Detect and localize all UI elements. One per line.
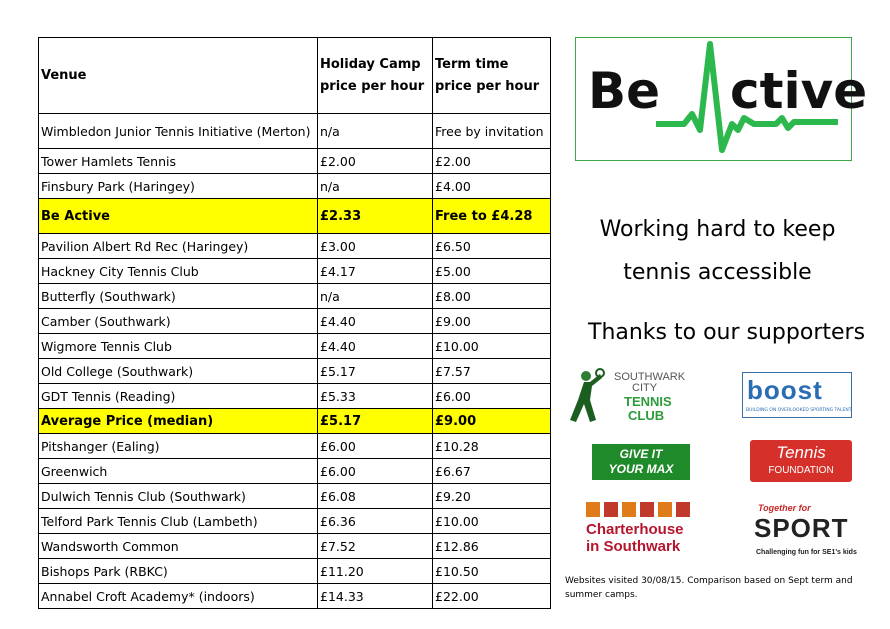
be-active-logo [575,37,868,161]
cell-term: £2.00 [433,149,551,174]
cell-holiday: £11.20 [318,559,433,584]
table-row [39,334,551,359]
cell-venue: Wimbledon Junior Tennis Initiative (Merton) [39,114,318,149]
header-holiday-price: Holiday Camp price per hour [318,38,433,114]
cell-term: £10.50 [433,559,551,584]
cell-venue: Wandsworth Common [39,534,318,559]
cell-term: £6.67 [433,459,551,484]
be-active-logo-graphic [576,38,868,160]
southwark-line2: CITY [632,382,658,394]
table-row [39,234,551,259]
charterhouse-figures-icon [584,502,696,518]
table-row [39,284,551,309]
cell-term: £4.00 [433,174,551,199]
together-line2: SPORT [754,513,849,543]
table-row [39,509,551,534]
table-row [39,199,551,234]
cell-holiday: £6.00 [318,459,433,484]
give-it-your-max-logo [592,444,690,480]
cell-venue: Telford Park Tennis Club (Lambeth) [39,509,318,534]
tennis-foundation-line2: FOUNDATION [768,465,834,476]
cell-venue: GDT Tennis (Reading) [39,384,318,409]
cell-holiday: n/a [318,114,433,149]
boost-name: boost [747,375,823,405]
cell-venue: Pitshanger (Ealing) [39,434,318,459]
table-row [39,534,551,559]
cell-holiday: £7.52 [318,534,433,559]
give-it-line2: YOUR MAX [608,462,674,476]
cell-venue: Finsbury Park (Haringey) [39,174,318,199]
table-row [39,384,551,409]
cell-holiday: £3.00 [318,234,433,259]
cell-venue: Camber (Southwark) [39,309,318,334]
together-for-sport-logo [754,503,858,561]
cell-term: Free by invitation [433,114,551,149]
table-row [39,459,551,484]
cell-holiday: n/a [318,174,433,199]
tagline-line1: Working hard to keep [599,217,836,242]
cell-venue: Butterfly (Southwark) [39,284,318,309]
logo-be: Be [588,62,661,120]
cell-holiday: £14.33 [318,584,433,609]
cell-term: £7.57 [433,359,551,384]
cell-holiday: £5.33 [318,384,433,409]
tennis-player-icon [566,368,606,424]
table-row [39,584,551,609]
cell-holiday: £2.00 [318,149,433,174]
table-row [39,149,551,174]
cell-venue: Dulwich Tennis Club (Southwark) [39,484,318,509]
cell-venue: Greenwich [39,459,318,484]
cell-holiday: £5.17 [318,359,433,384]
cell-term: £6.00 [433,384,551,409]
cell-holiday: £6.08 [318,484,433,509]
together-line1: Together for [758,503,811,513]
table-row [39,409,551,434]
thanks-heading: Thanks to our supporters [588,320,866,345]
cell-term: £9.00 [433,409,551,434]
cell-venue: Hackney City Tennis Club [39,259,318,284]
charterhouse-line1: Charterhouse [586,521,684,538]
southwark-city-tennis-logo [566,368,706,424]
table-row [39,484,551,509]
southwark-line3: TENNIS [624,394,672,409]
cell-holiday: £6.36 [318,509,433,534]
cell-term: Free to £4.28 [433,199,551,234]
logo-ctive: ctive [730,62,868,120]
cell-term: £9.20 [433,484,551,509]
table-header-row [39,38,551,114]
charterhouse-logo [584,502,696,562]
header-term-price: Term time price per hour [433,38,551,114]
cell-term: £6.50 [433,234,551,259]
boost-sub: BUILDING ON OVERLOOKED SPORTING TALENT [746,408,852,413]
footnote: Websites visited 30/08/15. Comparison based on Sept term and summer camps. [565,576,853,600]
cell-holiday: £5.17 [318,409,433,434]
cell-holiday: £4.17 [318,259,433,284]
table-row [39,174,551,199]
together-line3: Challenging fun for SE1's kids [756,549,857,556]
table-row [39,559,551,584]
cell-holiday: £4.40 [318,309,433,334]
southwark-line1: SOUTHWARK [614,371,686,383]
cell-venue: Wigmore Tennis Club [39,334,318,359]
table-row [39,434,551,459]
cell-holiday: £6.00 [318,434,433,459]
cell-term: £9.00 [433,309,551,334]
cell-term: £12.86 [433,534,551,559]
cell-term: £8.00 [433,284,551,309]
price-comparison-table [38,37,551,609]
cell-term: £22.00 [433,584,551,609]
tennis-foundation-line1: Tennis [776,443,826,462]
cell-term: £10.00 [433,334,551,359]
cell-venue: Old College (Southwark) [39,359,318,384]
header-venue: Venue [39,38,318,114]
tagline-line2: tennis accessible [623,260,812,285]
cell-term: £5.00 [433,259,551,284]
cell-venue: Bishops Park (RBKC) [39,559,318,584]
table-row [39,259,551,284]
table-row [39,359,551,384]
cell-venue: Tower Hamlets Tennis [39,149,318,174]
southwark-line4: CLUB [628,408,665,423]
tennis-foundation-logo [750,440,852,482]
table-row [39,309,551,334]
cell-venue: Pavilion Albert Rd Rec (Haringey) [39,234,318,259]
boost-logo [742,372,852,418]
cell-venue: Average Price (median) [39,409,318,434]
charterhouse-line2: in Southwark [586,538,681,555]
give-it-line1: GIVE IT [619,447,663,461]
table-row [39,114,551,149]
cell-term: £10.28 [433,434,551,459]
cell-holiday: £4.40 [318,334,433,359]
cell-venue: Be Active [39,199,318,234]
cell-holiday: £2.33 [318,199,433,234]
cell-holiday: n/a [318,284,433,309]
cell-venue: Annabel Croft Academy* (indoors) [39,584,318,609]
cell-term: £10.00 [433,509,551,534]
